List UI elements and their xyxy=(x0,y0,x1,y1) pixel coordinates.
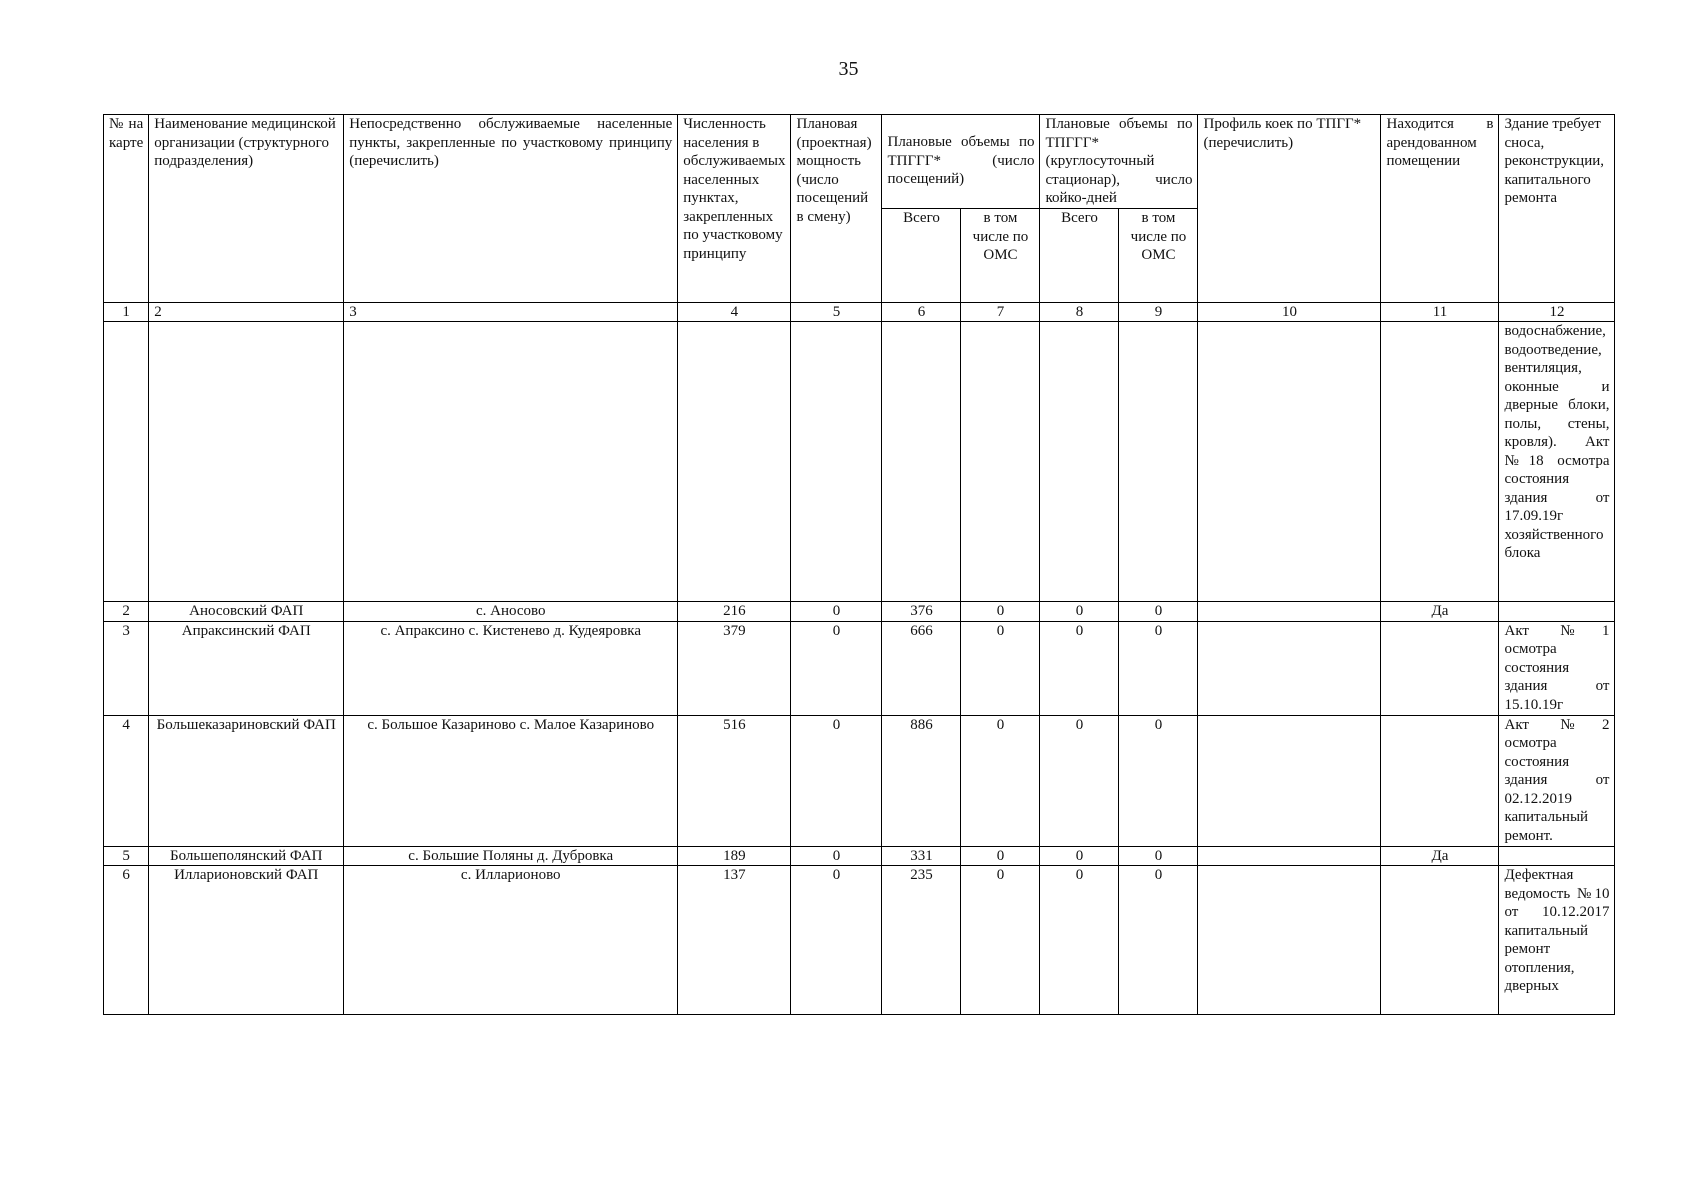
header-beddays-total: Всего xyxy=(1040,209,1119,303)
cell-settlements: с. Илларионово xyxy=(344,866,678,1015)
cell-visits-total: 886 xyxy=(882,715,961,846)
cell-beddays-oms: 0 xyxy=(1119,846,1198,866)
column-number: 3 xyxy=(344,303,678,322)
header-bed-profile: Профиль коек по ТПГГ* (перечислить) xyxy=(1198,115,1381,303)
column-number: 4 xyxy=(678,303,791,322)
cell-repair xyxy=(1499,846,1615,866)
cell-rented xyxy=(1381,621,1499,715)
table-row xyxy=(104,602,1615,622)
header-settlements: Непосредственно обслуживаемые населенные пункты, закрепленные по участковому принципу (перечислить) xyxy=(344,115,678,303)
cell-beddays-oms: 0 xyxy=(1119,602,1198,622)
header-organization-name: Наименование медицинской организации (структурного подразделения) xyxy=(149,115,344,303)
cell-num: 4 xyxy=(104,715,149,846)
header-needs-repair: Здание требует сноса, реконструкции, капитального ремонта xyxy=(1499,115,1615,303)
cell-name: Большеказариновский ФАП xyxy=(149,715,344,846)
table-row xyxy=(104,621,1615,715)
cell-name: Аносовский ФАП xyxy=(149,602,344,622)
cell-visits-oms: 0 xyxy=(961,846,1040,866)
column-number: 11 xyxy=(1381,303,1499,322)
cell-rented xyxy=(1381,866,1499,1015)
cell-visits-total: 331 xyxy=(882,846,961,866)
cell-num: 6 xyxy=(104,866,149,1015)
header-planned-visits: Плановые объемы по ТПГГГ* (число посещений) xyxy=(882,115,1040,209)
cell-name: Апраксинский ФАП xyxy=(149,621,344,715)
header-visits-oms: в том числе по ОМС xyxy=(961,209,1040,303)
header-visits-total: Всего xyxy=(882,209,961,303)
facilities-table xyxy=(103,114,1615,1015)
cell-settlements: с. Большие Поляны д. Дубровка xyxy=(344,846,678,866)
cell-visits-oms: 0 xyxy=(961,715,1040,846)
cell-capacity: 0 xyxy=(791,602,882,622)
column-number: 12 xyxy=(1499,303,1615,322)
column-number: 7 xyxy=(961,303,1040,322)
cell-settlements: с. Большое Казариново с. Малое Казариново xyxy=(344,715,678,846)
cell-beddays-total: 0 xyxy=(1040,866,1119,1015)
header-planned-bed-days: Плановые объемы по ТПГГГ* (круглосуточный стационар), число койко-дней xyxy=(1040,115,1198,209)
cell-capacity: 0 xyxy=(791,621,882,715)
cell-settlements: с. Апраксино с. Кистенево д. Кудеяровка xyxy=(344,621,678,715)
cell-visits-oms: 0 xyxy=(961,621,1040,715)
cell-rented: Да xyxy=(1381,602,1499,622)
cell-beddays-oms: 0 xyxy=(1119,621,1198,715)
page-number: 35 xyxy=(838,58,859,80)
cell-rented: Да xyxy=(1381,846,1499,866)
cell-beddays-total: 0 xyxy=(1040,621,1119,715)
cell-capacity: 0 xyxy=(791,715,882,846)
cell-repair xyxy=(1499,602,1615,622)
cell-beddays-total: 0 xyxy=(1040,715,1119,846)
cell-population: 189 xyxy=(678,846,791,866)
cell-population: 216 xyxy=(678,602,791,622)
column-number: 6 xyxy=(882,303,961,322)
cell-rented xyxy=(1381,715,1499,846)
cell-num: 3 xyxy=(104,621,149,715)
cell-capacity: 0 xyxy=(791,866,882,1015)
cell-beddays-total: 0 xyxy=(1040,846,1119,866)
continuation-repair-note: водоснабжение, водоотведение, вентиляция, оконные и дверные блоки, полы, стены, кровля). Акт №18 осмотра состояния здания от 17.09.19г хозяйственного блока xyxy=(1499,322,1615,602)
column-number: 10 xyxy=(1198,303,1381,322)
column-number: 8 xyxy=(1040,303,1119,322)
cell-beddays-oms: 0 xyxy=(1119,715,1198,846)
cell-population: 516 xyxy=(678,715,791,846)
cell-beddays-total: 0 xyxy=(1040,602,1119,622)
cell-visits-total: 666 xyxy=(882,621,961,715)
cell-visits-total: 235 xyxy=(882,866,961,1015)
header-rented: Находится в арендованном помещении xyxy=(1381,115,1499,303)
cell-beddays-oms: 0 xyxy=(1119,866,1198,1015)
cell-repair: Акт №2 осмотра состояния здания от 02.12.2019 капитальный ремонт. xyxy=(1499,715,1615,846)
column-number: 5 xyxy=(791,303,882,322)
cell-bed-profile xyxy=(1198,846,1381,866)
cell-bed-profile xyxy=(1198,866,1381,1015)
table-row-continuation xyxy=(104,322,1615,602)
cell-name: Большеполянский ФАП xyxy=(149,846,344,866)
cell-repair: Дефектная ведомость №10 от 10.12.2017 капитальный ремонт отопления, дверных xyxy=(1499,866,1615,1015)
cell-visits-oms: 0 xyxy=(961,602,1040,622)
cell-visits-total: 376 xyxy=(882,602,961,622)
cell-bed-profile xyxy=(1198,715,1381,846)
cell-num: 2 xyxy=(104,602,149,622)
cell-population: 137 xyxy=(678,866,791,1015)
cell-visits-oms: 0 xyxy=(961,866,1040,1015)
header-capacity: Плановая (проектная) мощность (число посещений в смену) xyxy=(791,115,882,303)
column-numbers-row xyxy=(104,303,1615,322)
cell-name: Илларионовский ФАП xyxy=(149,866,344,1015)
column-number: 1 xyxy=(104,303,149,322)
cell-capacity: 0 xyxy=(791,846,882,866)
cell-bed-profile xyxy=(1198,621,1381,715)
table-row xyxy=(104,715,1615,846)
column-number: 2 xyxy=(149,303,344,322)
table-row xyxy=(104,846,1615,866)
column-number: 9 xyxy=(1119,303,1198,322)
cell-settlements: с. Аносово xyxy=(344,602,678,622)
header-map-number: № на карте xyxy=(104,115,149,303)
cell-population: 379 xyxy=(678,621,791,715)
table-row xyxy=(104,866,1615,1015)
cell-repair: Акт №1 осмотра состояния здания от 15.10.19г xyxy=(1499,621,1615,715)
cell-bed-profile xyxy=(1198,602,1381,622)
header-population: Численность населения в обслуживаемых населенных пунктах, закрепленных по участковому принципу xyxy=(678,115,791,303)
header-beddays-oms: в том числе по ОМС xyxy=(1119,209,1198,303)
cell-num: 5 xyxy=(104,846,149,866)
